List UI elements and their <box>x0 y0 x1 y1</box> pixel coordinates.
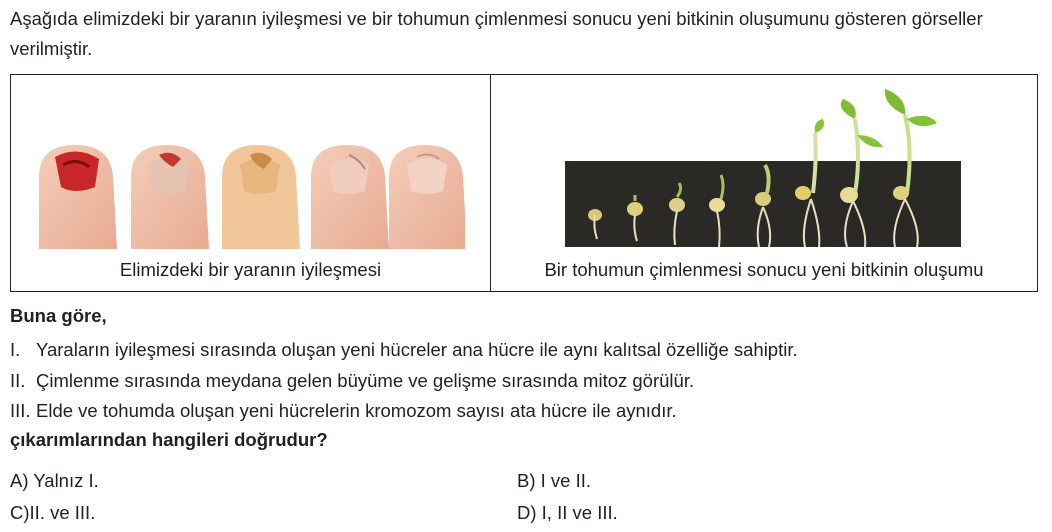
statement-2 <box>10 370 694 392</box>
statement-number: I. <box>10 339 21 360</box>
wound-healing-image <box>37 137 465 249</box>
option-a[interactable] <box>10 470 99 492</box>
statement-text: Çimlenme sırasında meydana gelen büyüme ve gelişme sırasında mitoz görülür. <box>36 370 695 391</box>
option-b[interactable] <box>517 470 591 492</box>
statement-3 <box>10 400 677 422</box>
finger-1 <box>39 145 117 249</box>
option-label: A) <box>10 470 29 491</box>
finger-4 <box>311 145 389 249</box>
statement-1 <box>10 339 798 361</box>
option-label: B) <box>517 470 536 491</box>
wound-healing-caption: Elimizdeki bir yaranın iyileşmesi <box>119 259 382 280</box>
seed-germination-image <box>565 89 965 249</box>
option-text: Yalnız I. <box>33 470 99 491</box>
statement-number: III. <box>10 400 31 421</box>
seed-germination-caption: Bir tohumun çimlenmesi sonucu yeni bitkinin oluşumu <box>544 259 984 280</box>
statement-text: Elde ve tohumda oluşan yeni hücrelerin kromozom sayısı ata hücre ile aynıdır. <box>36 400 677 421</box>
statement-number: II. <box>10 370 26 391</box>
finger-3 <box>222 145 300 249</box>
question-end: çıkarımlarından hangileri doğrudur? <box>10 429 328 450</box>
option-text: II. ve III. <box>29 502 96 523</box>
option-text: I ve II. <box>540 470 592 491</box>
finger-5 <box>389 145 465 249</box>
option-d[interactable] <box>517 502 618 524</box>
option-label: C) <box>10 502 30 523</box>
figure-table <box>10 74 1038 292</box>
intro-text: Aşağıda elimizdeki bir yaranın iyileşmesi ve bir tohumun çimlenmesi sonucu yeni bitkinin oluşumunu gösteren görseller verilmiştir. <box>10 8 983 59</box>
seed-germination-cell <box>491 75 1037 291</box>
statement-text: Yaraların iyileşmesi sırasında oluşan yeni hücreler ana hücre ile aynı kalıtsal özelliğe sahiptir. <box>36 339 798 360</box>
finger-2 <box>131 145 209 249</box>
option-text: I, II ve III. <box>541 502 618 523</box>
wound-healing-cell <box>11 75 491 291</box>
option-c[interactable] <box>10 502 95 524</box>
question-lead: Buna göre, <box>10 305 107 326</box>
option-label: D) <box>517 502 537 523</box>
